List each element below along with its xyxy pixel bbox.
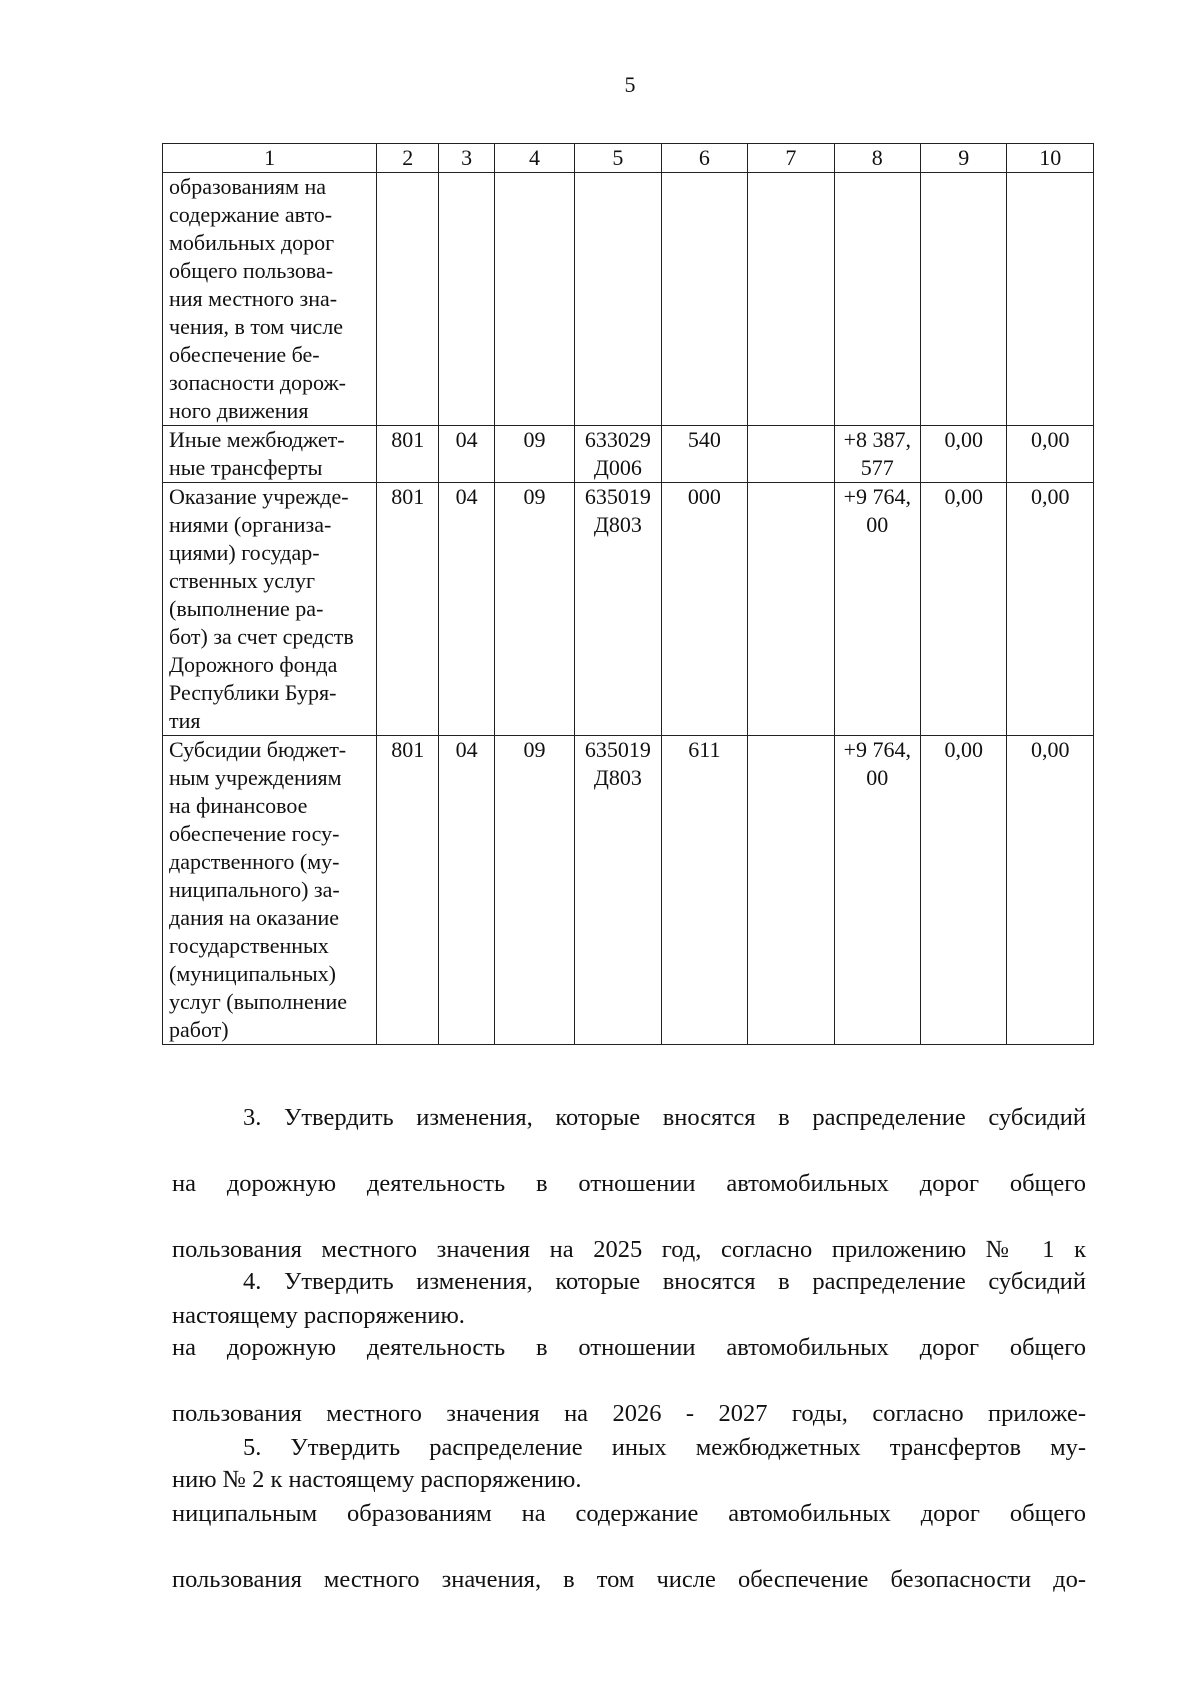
cell-amount	[834, 173, 920, 426]
cell-ministry-code: 801	[377, 736, 439, 1045]
cell-amount: +9 764, 00	[834, 736, 920, 1045]
paragraph-line: пользования местного значения на 2026 - 2027 годы, согласно приложе-	[172, 1400, 1086, 1427]
cell-section: 04	[439, 426, 494, 483]
col-header: 3	[439, 144, 494, 173]
cell-expense-type: 540	[661, 426, 747, 483]
cell-amount-2027: 0,00	[1007, 736, 1094, 1045]
cell-col7	[748, 736, 834, 1045]
cell-subsection: 09	[494, 426, 574, 483]
table-row	[163, 173, 1094, 426]
cell-amount-2027: 0,00	[1007, 483, 1094, 736]
paragraph-line: 5. Утвердить распределение иных межбюджетных трансфертов му-	[243, 1434, 1086, 1461]
cell-ministry-code	[377, 173, 439, 426]
paragraph-line: пользования местного значения, в том числе обеспечение безопасности до-	[172, 1566, 1086, 1593]
paragraph-line: на дорожную деятельность в отношении автомобильных дорог общего	[172, 1334, 1086, 1361]
row-description: Субсидии бюджет- ным учреждениям на финансовое обеспечение госу- дарственного (му- ниципального) за- дания на оказание государственных (муниципальных) услуг (выполнение работ)	[163, 736, 377, 1045]
row-description: образованиям на содержание авто- мобильных дорог общего пользова- ния местного зна- чения, в том числе обеспечение бе- зопасности дорож- ного движения	[163, 173, 377, 426]
col-header: 1	[163, 144, 377, 173]
cell-target-article	[575, 173, 661, 426]
cell-col7	[748, 483, 834, 736]
cell-subsection: 09	[494, 736, 574, 1045]
budget-table	[162, 143, 1094, 1045]
col-header: 9	[921, 144, 1007, 173]
row-description: Иные межбюджет- ные трансферты	[163, 426, 377, 483]
cell-subsection	[494, 173, 574, 426]
cell-amount-2026	[921, 173, 1007, 426]
cell-amount-2026: 0,00	[921, 483, 1007, 736]
page-number: 5	[624, 72, 636, 97]
cell-amount-2027: 0,00	[1007, 426, 1094, 483]
table-row	[163, 736, 1094, 1045]
cell-expense-type: 000	[661, 483, 747, 736]
paragraph-line: 3. Утвердить изменения, которые вносятся в распределение субсидий	[243, 1104, 1086, 1131]
cell-section: 04	[439, 483, 494, 736]
cell-target-article: 635019 Д803	[575, 483, 661, 736]
cell-amount-2026: 0,00	[921, 426, 1007, 483]
cell-amount-2027	[1007, 173, 1094, 426]
cell-section: 04	[439, 736, 494, 1045]
cell-ministry-code: 801	[377, 426, 439, 483]
cell-expense-type: 611	[661, 736, 747, 1045]
cell-col7	[748, 173, 834, 426]
paragraph-line: на дорожную деятельность в отношении автомобильных дорог общего	[172, 1170, 1086, 1197]
paragraph-line: настоящему распоряжению.	[172, 1302, 465, 1329]
col-header: 2	[377, 144, 439, 173]
cell-amount: +8 387, 577	[834, 426, 920, 483]
cell-amount: +9 764, 00	[834, 483, 920, 736]
row-description: Оказание учрежде- ниями (организа- циями) государ- ственных услуг (выполнение ра- бот) за счет средств Дорожного фонда Республики Буря- тия	[163, 483, 377, 736]
paragraph-5	[172, 1398, 1086, 1629]
col-header: 8	[834, 144, 920, 173]
cell-target-article: 633029 Д006	[575, 426, 661, 483]
col-header: 7	[748, 144, 834, 173]
paragraph-line: пользования местного значения на 2025 год, согласно приложению № 1 к	[172, 1236, 1086, 1263]
col-header: 4	[494, 144, 574, 173]
paragraph-line: 4. Утвердить изменения, которые вносятся в распределение субсидий	[243, 1268, 1086, 1295]
cell-ministry-code: 801	[377, 483, 439, 736]
col-header: 10	[1007, 144, 1094, 173]
cell-col7	[748, 426, 834, 483]
table-row	[163, 426, 1094, 483]
cell-expense-type	[661, 173, 747, 426]
paragraph-line: ниципальным образованиям на содержание автомобильных дорог общего	[172, 1500, 1086, 1527]
cell-subsection: 09	[494, 483, 574, 736]
col-header: 6	[661, 144, 747, 173]
table-row	[163, 483, 1094, 736]
col-header: 5	[575, 144, 661, 173]
cell-target-article: 635019 Д803	[575, 736, 661, 1045]
cell-amount-2026: 0,00	[921, 736, 1007, 1045]
table-header-row	[163, 144, 1094, 173]
paragraph-line: нию № 2 к настоящему распоряжению.	[172, 1466, 582, 1493]
cell-section	[439, 173, 494, 426]
